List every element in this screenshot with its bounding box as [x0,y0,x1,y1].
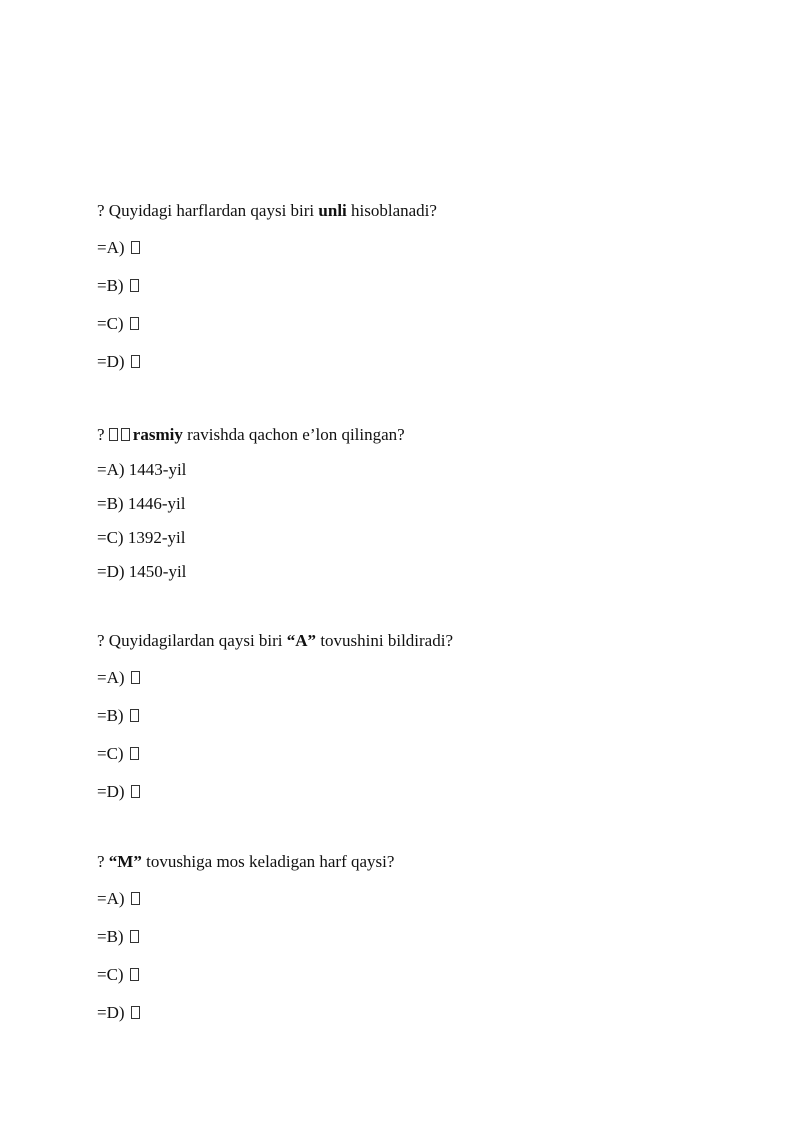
option-text: 1443-yil [128,460,187,479]
question-1-bold: unli [318,201,347,220]
option-label: =C) [97,314,128,333]
question-3-option-d [97,782,140,802]
question-1-suffix: hisoblanadi? [346,201,437,220]
option-label: =D) [97,1003,129,1022]
missing-glyph-icon [130,709,139,722]
option-text: 1450-yil [128,562,187,581]
option-text: 1392-yil [127,528,186,547]
question-1-option-a [97,238,140,258]
question-4-suffix: tovushiga mos keladigan harf qaysi? [141,852,395,871]
missing-glyph-icon [131,241,140,254]
option-label: =B) [97,927,128,946]
question-2-option-c [97,528,185,548]
missing-glyph-icon [130,930,139,943]
question-4-option-a [97,889,140,909]
question-4 [97,852,394,872]
question-2 [97,425,405,445]
missing-glyph-icon [109,428,118,441]
question-2-option-b [97,494,185,514]
question-3-option-c [97,744,139,764]
question-1-option-b [97,276,139,296]
missing-glyph-icon [131,355,140,368]
question-2-option-d [97,562,186,582]
question-2-suffix: ravishda qachon e’lon qilingan? [182,425,405,444]
missing-glyph-icon [130,279,139,292]
question-1 [97,201,437,221]
option-label: =D) [97,782,129,801]
missing-glyph-icon [130,747,139,760]
missing-glyph-icon [131,1006,140,1019]
missing-glyph-icon [130,968,139,981]
question-2-option-a [97,460,186,480]
question-3-option-a [97,668,140,688]
option-label: =B) [97,494,128,513]
question-3-bold: “A” [286,631,317,650]
question-4-option-d [97,1003,140,1023]
missing-glyph-icon [121,428,130,441]
option-label: =C) [97,744,128,763]
question-2-prefix: ? [97,425,109,444]
question-4-option-b [97,927,139,947]
question-4-option-c [97,965,139,985]
question-3-suffix: tovushini bildiradi? [316,631,453,650]
question-1-prefix: ? Quyidagi harflardan qaysi biri [97,201,319,220]
question-4-bold: “M” [108,852,142,871]
question-4-prefix: ? [97,852,109,871]
question-2-bold: rasmiy [132,425,183,444]
question-1-option-c [97,314,139,334]
option-label: =B) [97,276,128,295]
option-label: =A) [97,460,129,479]
option-label: =A) [97,889,129,908]
question-3 [97,631,453,651]
option-label: =D) [97,352,129,371]
option-text: 1446-yil [127,494,186,513]
missing-glyph-icon [131,671,140,684]
option-label: =D) [97,562,129,581]
option-label: =B) [97,706,128,725]
missing-glyph-icon [130,317,139,330]
option-label: =C) [97,528,128,547]
question-3-prefix: ? Quyidagilardan qaysi biri [97,631,287,650]
missing-glyph-icon [131,892,140,905]
question-3-option-b [97,706,139,726]
option-label: =A) [97,238,129,257]
missing-glyph-icon [131,785,140,798]
option-label: =A) [97,668,129,687]
option-label: =C) [97,965,128,984]
question-1-option-d [97,352,140,372]
